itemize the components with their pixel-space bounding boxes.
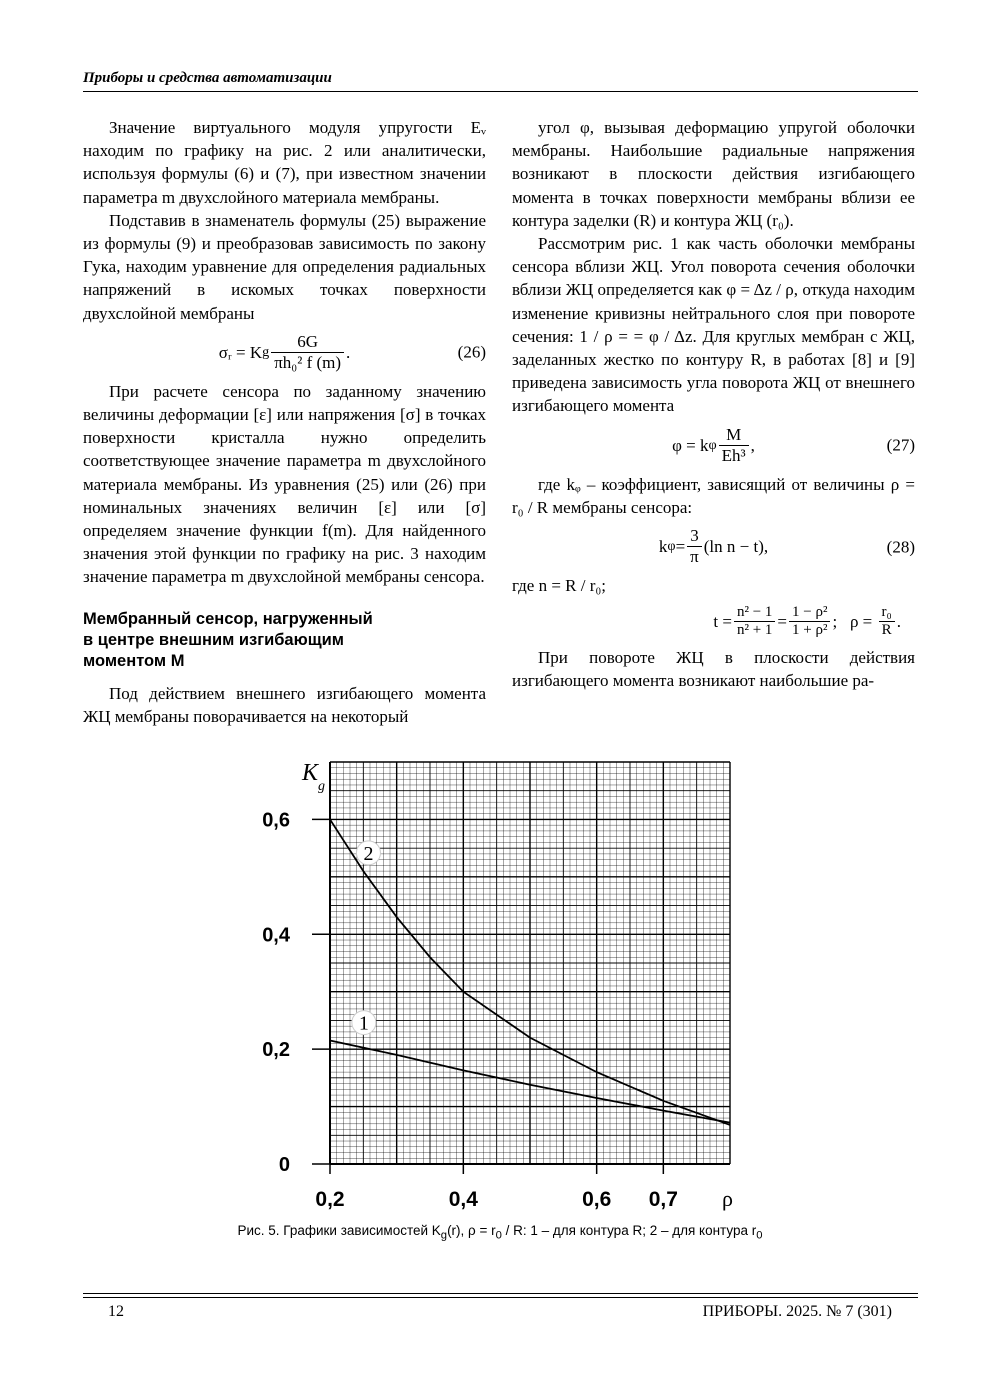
eqt-fraction-2 xyxy=(789,604,830,639)
series-label-1: 1 xyxy=(358,1012,369,1035)
footer-rule xyxy=(83,1297,918,1298)
eq26-number: (26) xyxy=(457,342,486,362)
section-heading xyxy=(83,609,486,672)
eq27-tail: , xyxy=(750,435,755,455)
caption-text-a: Рис. 5. Графики зависимостей K xyxy=(237,1223,441,1238)
eq27-numerator: M xyxy=(726,424,742,444)
y-tick-label: 0,6 xyxy=(262,809,290,832)
eq27-lhs: φ = k xyxy=(672,435,709,455)
eq28-fraction xyxy=(687,526,702,567)
eq28-lhs: k xyxy=(658,536,668,556)
journal-info: ПРИБОРЫ. 2025. № 7 (301) xyxy=(702,1303,892,1320)
eq26-lhs: σᵣ = K xyxy=(218,342,263,362)
x-tick-label: 0,2 xyxy=(315,1188,345,1211)
paragraph: Рассмотрим рис. 1 как часть оболочки мембраны сенсора вблизи ЖЦ. Угол поворота сечения оболочки вблизи ЖЦ определяется как φ = Δz / ρ, откуда находим изменение кривизны нейтрального слоя при повороте сечения: 1 / ρ = = φ / Δz. Для круглых мембран с ЖЦ, заделанных жестко по контуру R, в работах [8] и [9] приведена зависимость угла поворота ЖЦ от внешнего изгибающего момента xyxy=(512,234,915,416)
eqt-fraction-1 xyxy=(734,604,775,639)
caption-text-b: (r), ρ = r xyxy=(447,1223,496,1238)
figure-caption xyxy=(0,1223,1000,1242)
right-column xyxy=(512,116,915,693)
heading-line: моментом M xyxy=(83,651,185,670)
eqt-denominator-1: n² + 1 xyxy=(734,621,775,639)
equation-t xyxy=(512,604,915,639)
paragraph: Подставив в знаменатель формулы (25) выражение из формулы (9) и преобразовав зависимость по закону Гука, находим уравнение для определения радиальных напряжений в искомых точках поверхности двухслойной мембраны xyxy=(83,210,486,323)
paragraph: угол φ, вызывая деформацию упругой оболочки мембраны. Наибольшие радиальные напряжения возникают в плоскости действия изгибающего момента в точках поверхности мембраны вблизи ее контура заделки (R) и контура ЖЦ (r₀). xyxy=(512,118,915,230)
page-number: 12 xyxy=(108,1303,124,1320)
eqt-separator: ; ρ = xyxy=(832,612,877,632)
y-tick-label: 0,2 xyxy=(262,1039,290,1062)
eqt-denominator-3: R xyxy=(879,621,895,639)
eq28-denominator: π xyxy=(687,546,702,567)
eqt-end: . xyxy=(896,612,901,632)
eqt-equals: = xyxy=(777,612,788,632)
eq27-sub: φ xyxy=(708,436,717,453)
paragraph: где kᵩ – коэффициент, зависящий от величины ρ = r₀ / R мембраны сенсора: xyxy=(512,474,915,517)
eq28-numerator: 3 xyxy=(690,526,699,546)
eq28-sub: φ xyxy=(667,537,676,554)
footer-rule xyxy=(83,1293,918,1294)
eq26-sub: g xyxy=(262,343,270,360)
eq27-denominator: Eh³ xyxy=(719,445,749,466)
caption-sub-g: g xyxy=(440,1229,448,1242)
series-label-2: 2 xyxy=(363,842,374,865)
eqt-numerator-3: r₀ xyxy=(881,604,892,621)
caption-text-c: / R: 1 – для контура R; 2 – для контура r xyxy=(501,1223,757,1238)
eqt-numerator-2: 1 − ρ² xyxy=(792,604,828,621)
heading-line: в центре внешним изгибающим xyxy=(83,630,344,649)
figure-5 xyxy=(262,752,760,1222)
paragraph: Значение виртуального модуля упругости Eᵥ находим по графику на рис. 2 или аналитически, используя формулы (6) и (7), при известном значении параметра m двухслойного материала мембраны. xyxy=(83,118,486,207)
eq28-number: (28) xyxy=(886,536,915,556)
paragraph: Под действием внешнего изгибающего момента ЖЦ мембраны поворачивается на некоторый xyxy=(83,683,486,726)
paragraph: где n = R / r₀; xyxy=(512,576,607,596)
x-axis-label: ρ xyxy=(722,1186,733,1211)
equation-26: σᵣ = K g $\frac{6G}{\text{πh₀² f (m)}}$ . (26) xyxy=(218,331,486,372)
left-column xyxy=(83,116,486,728)
eqt-numerator-1: n² − 1 xyxy=(736,604,773,621)
eq28-mid: = xyxy=(675,536,686,556)
caption-sub-0: 0 xyxy=(495,1229,502,1242)
eq26-numerator: 6G xyxy=(297,331,319,351)
header-rule xyxy=(83,91,918,92)
y-axis-label-sub: g xyxy=(318,779,325,794)
eq27-number: (27) xyxy=(886,435,915,455)
eqt-fraction-3 xyxy=(879,604,895,639)
paragraph: При расчете сенсора по заданному значению величины деформации [ε] или напряжения [σ] в точках поверхности кристалла нужно определить соответствующее значение параметра m двухслойного материала мембраны. Из уравнения (25) или (26) при номинальных значениях величин [ε] или [σ] определяем значение функции f(m). Для найденного значения этой функции по графику на рис. 3 находим значение параметра m двухслойной мембраны сенсора. xyxy=(83,381,486,587)
paragraph: При повороте ЖЦ в плоскости действия изгибающего момента возникают наибольшие ра- xyxy=(512,648,915,691)
eqt-denominator-2: 1 + ρ² xyxy=(789,621,830,639)
eq28-rhs: (ln n − t), xyxy=(703,536,769,556)
eq26-denominator: πh₀² f (m) xyxy=(271,352,344,373)
eq27-fraction xyxy=(719,425,749,466)
running-title: Приборы и средства автоматизации xyxy=(83,70,332,86)
x-tick-label: 0,7 xyxy=(648,1188,678,1211)
eq26-fraction xyxy=(271,332,344,373)
heading-line: Мембранный сенсор, нагруженный xyxy=(83,609,373,628)
y-axis-label: K xyxy=(302,760,319,786)
eqt-lhs: t = xyxy=(713,612,732,632)
x-tick-label: 0,6 xyxy=(582,1188,612,1211)
y-tick-label: 0,4 xyxy=(262,924,290,947)
equation-27 xyxy=(512,425,915,466)
caption-sub-0b: 0 xyxy=(756,1229,763,1242)
x-tick-label: 0,4 xyxy=(448,1188,478,1211)
kg-chart xyxy=(262,752,760,1222)
y-tick-label: 0 xyxy=(278,1154,290,1176)
equation-28 xyxy=(512,526,915,567)
